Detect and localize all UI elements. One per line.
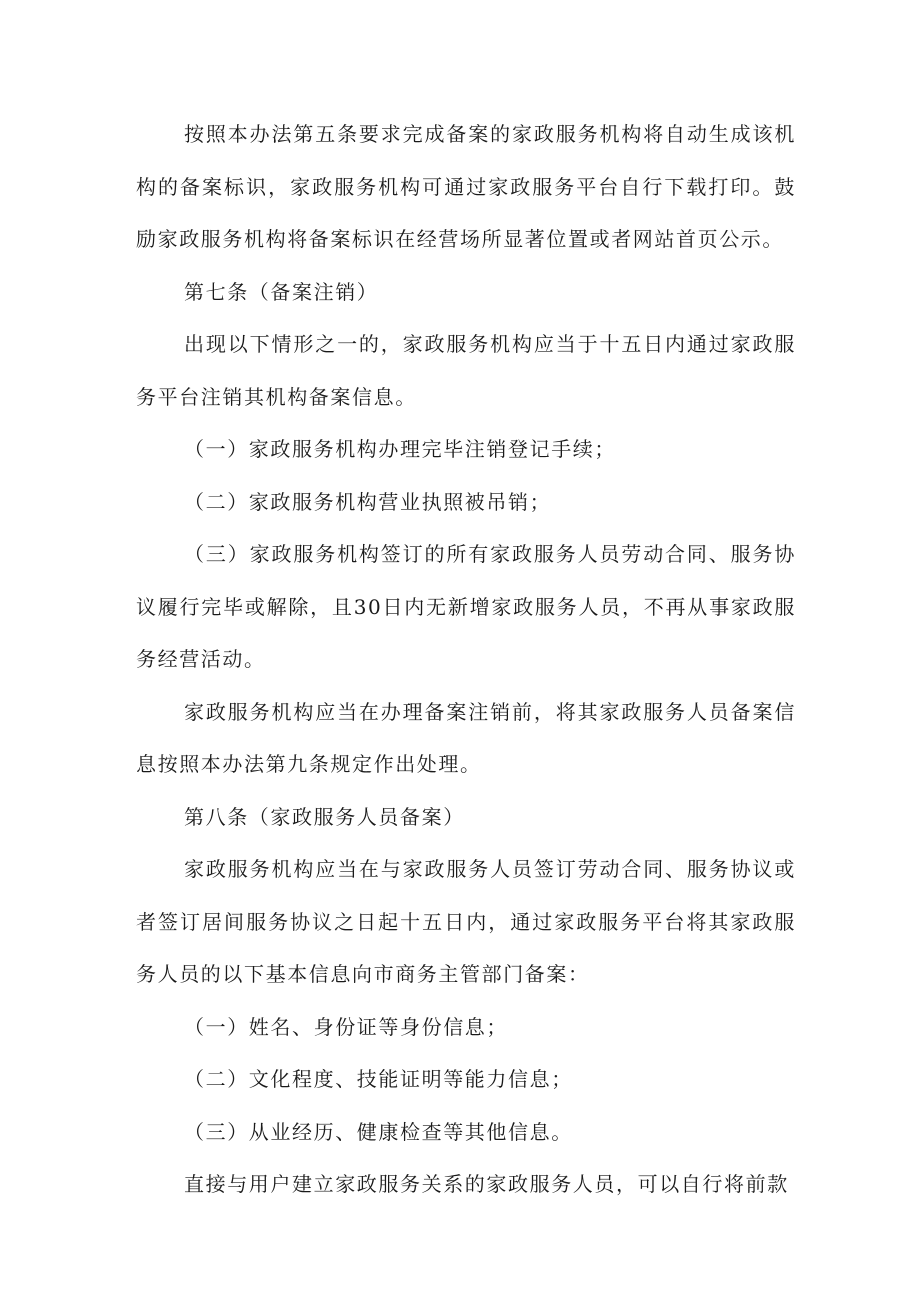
article-7-heading: 第七条（备案注销） bbox=[184, 279, 379, 304]
list-item-cancellation-1: （一）家政服务机构办理完毕注销登记手续； bbox=[184, 437, 616, 461]
list-item-staff-info-3: （三）从业经历、健康检查等其他信息。 bbox=[184, 1119, 573, 1144]
paragraph-direct-staff: 直接与用户建立家政服务关系的家政服务人员，可以自行将前款 bbox=[184, 1172, 789, 1196]
document-body bbox=[136, 108, 796, 1211]
paragraph-staff-record-handling: 家政服务机构应当在办理备案注销前，将其家政服务人员备案信息按照本办法第九条规定作出处理。 bbox=[136, 699, 796, 776]
list-item-cancellation-3: （三）家政服务机构签订的所有家政服务人员劳动合同、服务协议履行完毕或解除，且30日内无新增家政服务人员，不再从事家政服务经营活动。 bbox=[136, 542, 796, 671]
paragraph-staff-filing: 家政服务机构应当在与家政服务人员签订劳动合同、服务协议或者签订居间服务协议之日起十五日内，通过家政服务平台将其家政服务人员的以下基本信息向市商务主管部门备案： bbox=[136, 857, 796, 986]
list-item-cancellation-2: （二）家政服务机构营业执照被吊销； bbox=[184, 489, 552, 514]
list-item-staff-info-2: （二）文化程度、技能证明等能力信息； bbox=[184, 1067, 573, 1091]
paragraph-cancellation-conditions: 出现以下情形之一的，家政服务机构应当于十五日内通过家政服务平台注销其机构备案信息。 bbox=[136, 332, 796, 409]
paragraph-filing-mark: 按照本办法第五条要求完成备案的家政服务机构将自动生成该机构的备案标识，家政服务机构可通过家政服务平台自行下载打印。鼓励家政服务机构将备案标识在经营场所显著位置或者网站首页公示。 bbox=[136, 122, 796, 251]
list-item-staff-info-1: （一）姓名、身份证等身份信息； bbox=[184, 1014, 508, 1039]
article-8-heading: 第八条（家政服务人员备案） bbox=[184, 804, 465, 829]
